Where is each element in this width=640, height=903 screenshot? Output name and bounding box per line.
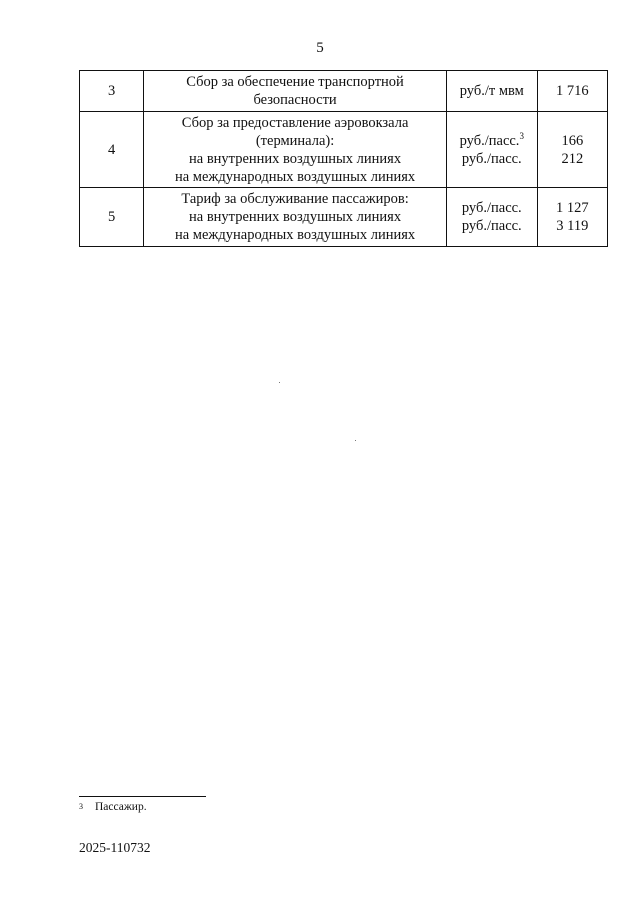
row-name — [144, 188, 447, 247]
row-name-line: на внутренних воздушных линиях — [189, 150, 402, 167]
row-value-line: 1 716 — [556, 83, 589, 99]
row-unit-line: руб./пасс. — [461, 218, 522, 234]
row-name-line: на международных воздушных линиях — [174, 168, 416, 185]
row-number: 3 — [80, 71, 144, 112]
row-name-line: на международных воздушных линиях — [174, 227, 416, 243]
row-name-line: Тариф за обслуживание пассажиров: — [181, 191, 409, 207]
row-value — [537, 188, 607, 247]
row-name-line: (терминала): — [255, 132, 335, 149]
document-id: 2025-110732 — [79, 840, 151, 855]
row-value-line: 1 127 — [556, 200, 589, 216]
page-number: 5 — [316, 40, 324, 56]
footnote-marker: 3 — [79, 802, 83, 811]
row-unit-line: руб./т мвм — [459, 83, 524, 99]
row-number: 4 — [80, 112, 144, 188]
scan-speck — [279, 382, 280, 383]
table-row — [80, 112, 608, 188]
row-unit-line — [451, 132, 533, 150]
row-value-line: 212 — [561, 150, 584, 167]
row-value-line: 166 — [561, 132, 584, 149]
row-unit-line: руб./пасс. — [461, 150, 522, 167]
row-name — [144, 71, 447, 112]
row-unit — [446, 112, 537, 188]
row-name-line: Сбор за обеспечение транспортной — [186, 74, 404, 90]
row-name-line: на внутренних воздушных линиях — [189, 209, 402, 225]
table-row — [80, 71, 608, 112]
row-value — [537, 71, 607, 112]
footnote-reference: 3 — [519, 130, 524, 141]
row-number: 5 — [80, 188, 144, 247]
row-unit-text: руб./пасс. — [459, 132, 520, 149]
row-value-line: 3 119 — [556, 218, 589, 234]
row-name-line: безопасности — [253, 92, 337, 108]
scan-speck — [355, 440, 356, 441]
table-row — [80, 188, 608, 247]
row-unit — [446, 71, 537, 112]
row-name — [144, 112, 447, 188]
row-unit — [446, 188, 537, 247]
row-name-line: Сбор за предоставление аэровокзала — [181, 114, 409, 131]
footnote-divider — [79, 796, 206, 797]
footnote — [79, 801, 147, 813]
row-value — [537, 112, 607, 188]
row-unit-line: руб./пасс. — [461, 200, 522, 216]
footnote-text: Пассажир. — [95, 801, 147, 813]
tariff-table — [79, 70, 608, 247]
